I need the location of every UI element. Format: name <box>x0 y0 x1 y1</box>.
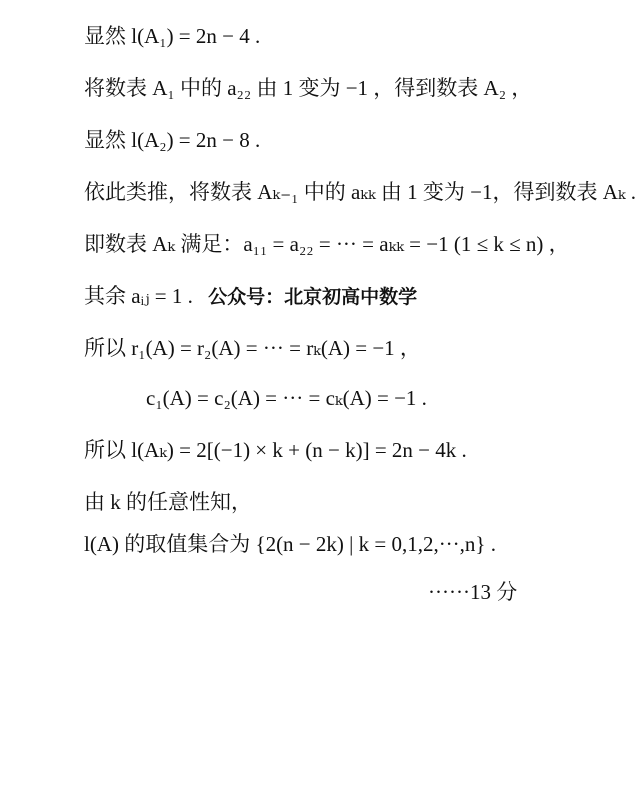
line-3: 显然 l(A₂) = 2n − 8 . <box>84 128 261 152</box>
line-8: c₁(A) = c₂(A) = ··· = cₖ(A) = −1 . <box>146 386 427 410</box>
line-10: 由 k 的任意性知， <box>84 490 252 514</box>
score-note: ······13 分 <box>428 580 518 604</box>
line-6-math: 其余 aᵢⱼ = 1 . <box>84 284 193 308</box>
line-5: 即数表 Aₖ 满足：a₁₁ = a₂₂ = ··· = aₖₖ = −1 (1 ≤ k ≤ n) ， <box>84 232 570 256</box>
line-11: l(A) 的取值集合为 {2(n − 2k) | k = 0,1,2,···,n} . <box>84 532 497 556</box>
line-6 <box>84 282 417 311</box>
line-9: 所以 l(Aₖ) = 2[(−1) × k + (n − k)] = 2n − 4k . <box>84 438 467 462</box>
line-2: 将数表 A₁ 中的 a₂₂ 由 1 变为 −1 ，得到数表 A₂ ， <box>84 76 533 100</box>
watermark-note: 公众号：北京初高中数学 <box>208 286 418 308</box>
line-7: 所以 r₁(A) = r₂(A) = ··· = rₖ(A) = −1 ， <box>84 336 421 360</box>
line-1: 显然 l(A₁) = 2n − 4 . <box>84 24 261 48</box>
line-4: 依此类推，将数表 Aₖ₋₁ 中的 aₖₖ 由 1 变为 −1，得到数表 Aₖ . <box>84 180 637 204</box>
